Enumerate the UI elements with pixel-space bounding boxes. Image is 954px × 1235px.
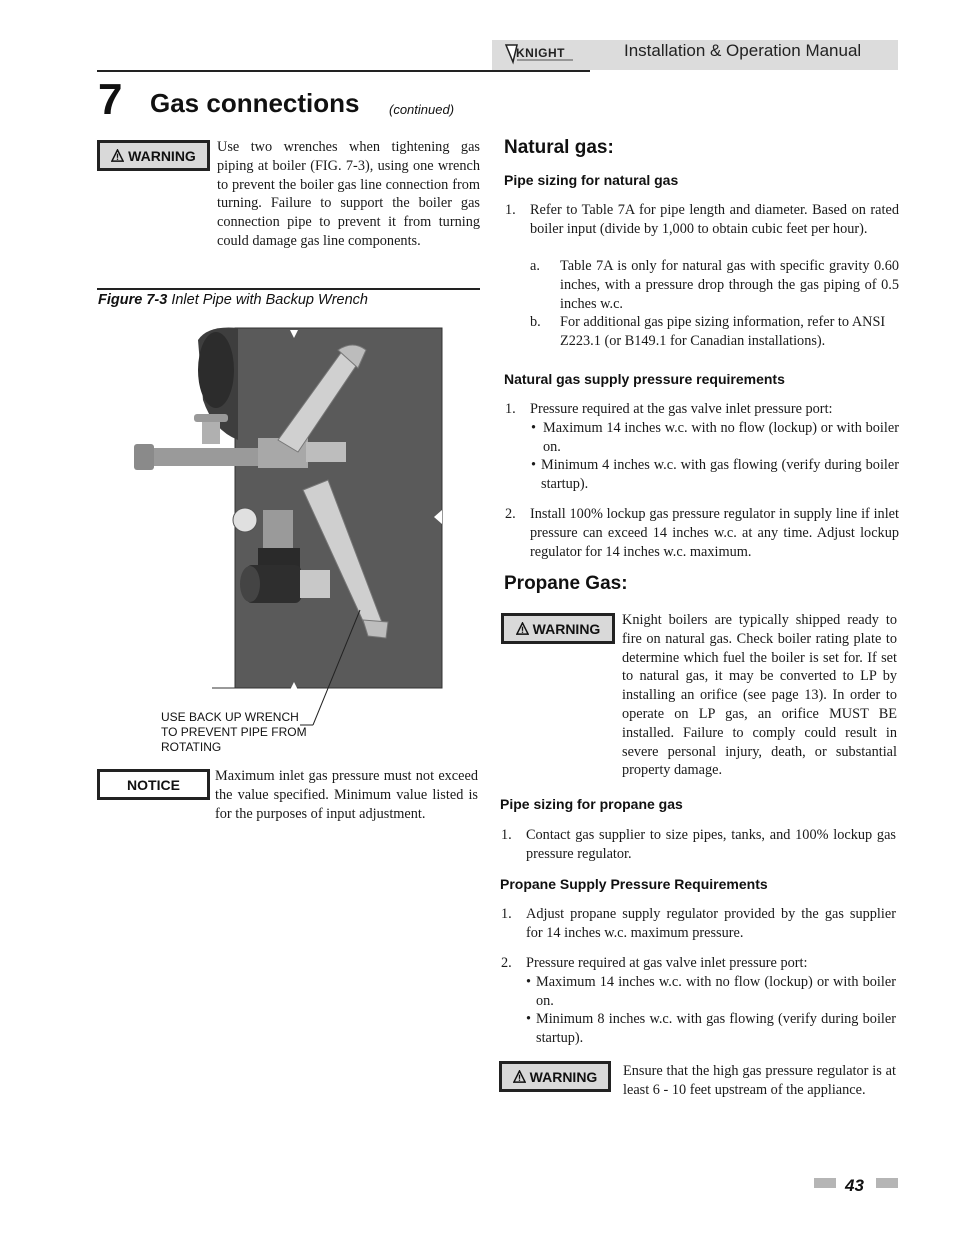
warning-triangle-icon (111, 149, 124, 162)
natural-gas-heading: Natural gas: (504, 137, 614, 158)
list-item: Pressure required at the gas valve inlet pressure port: (530, 401, 833, 417)
svg-text:KNIGHT: KNIGHT (516, 46, 565, 60)
warning-text: Ensure that the high gas pressure regulator is at least 6 - 10 feet upstream of the appliance. (623, 1063, 896, 1098)
warning-label: WARNING (532, 620, 601, 637)
warning-triangle-icon (516, 622, 529, 635)
bullet-mark: • (526, 974, 532, 990)
chapter-continued: (continued) (389, 102, 455, 117)
bullet-item: Minimum 4 inches w.c. with gas flowing (verify during boiler startup). (541, 457, 899, 492)
natural-supply-heading: Natural gas supply pressure requirements (504, 371, 785, 387)
figure-callout (161, 710, 307, 755)
propane-pipe-sizing-heading: Pipe sizing for propane gas (500, 796, 683, 812)
list-number: 2. (501, 955, 512, 971)
list-number: 2. (505, 506, 516, 522)
header-rule (97, 70, 590, 72)
callout-line-2: TO PREVENT PIPE FROM (161, 725, 307, 739)
warning-label: WARNING (529, 1068, 598, 1085)
bullet-item: Maximum 14 inches w.c. with no flow (lockup) or with boiler on. (536, 974, 896, 1009)
knight-logo (503, 42, 579, 66)
manual-title: Installation & Operation Manual (624, 41, 862, 60)
warning-badge (97, 140, 210, 171)
warning-label: WARNING (128, 147, 196, 164)
notice-label: NOTICE (127, 776, 180, 793)
figure-caption-text: Inlet Pipe with Backup Wrench (171, 292, 368, 308)
page-bar-left (814, 1178, 836, 1188)
list-item: Refer to Table 7A for pipe length and diameter. Based on rated boiler input (divide by 1,000 to obtain cubic feet per hour). (530, 202, 899, 237)
page-number: 43 (845, 1176, 864, 1195)
figure-label: Figure 7-3 (98, 292, 168, 308)
propane-supply-heading: Propane Supply Pressure Requirements (500, 876, 768, 892)
sublist-item: For additional gas pipe sizing information, refer to ANSI Z223.1 (or B149.1 for Canadian installations). (560, 314, 886, 349)
list-number: 1. (501, 827, 512, 843)
list-number: 1. (501, 906, 512, 922)
notice-text: Maximum inlet gas pressure must not exceed the value specified. Minimum value listed is for the purposes of input adjustment. (215, 768, 478, 822)
sublist-item: Table 7A is only for natural gas with specific gravity 0.60 inches, with a pressure drop through the gas piping of 0.5 inches w.c. (560, 258, 899, 312)
figure-caption (98, 292, 368, 308)
callout-line-3: ROTATING (161, 740, 222, 754)
page-bar-right (876, 1178, 898, 1188)
callout-line-1: USE BACK UP WRENCH (161, 710, 299, 724)
list-item: Adjust propane supply regulator provided by the gas supplier for 14 inches w.c. maximum pressure. (526, 906, 896, 941)
list-number: 1. (505, 202, 516, 218)
propane-heading: Propane Gas: (504, 573, 628, 594)
list-item: Pressure required at gas valve inlet pressure port: (526, 955, 808, 971)
bullet-mark: • (526, 1011, 532, 1027)
warning-badge (499, 1061, 611, 1092)
chapter-number: 7 (98, 75, 123, 124)
warning-text: Knight boilers are typically shipped ready to fire on natural gas. Check boiler rating plate to determine which fuel the boiler is set for. If set to natural gas, it may be converted to LP by installing an orifice (see page 13). In order to operate on LP gas, an orifice MUST BE installed. Failure to comply could result in severe personal injury, death, or substantial property damage. (622, 612, 897, 779)
chapter-title: Gas connections (150, 88, 360, 118)
sublist-label: a. (530, 258, 540, 274)
warning-badge (501, 613, 615, 644)
figure-image (128, 320, 448, 750)
list-item: Contact gas supplier to size pipes, tanks, and 100% lockup gas pressure regulator. (526, 827, 896, 862)
list-number: 1. (505, 401, 516, 417)
figure-rule (97, 288, 480, 290)
bullet-mark: • (531, 457, 537, 473)
natural-pipe-sizing-heading: Pipe sizing for natural gas (504, 172, 679, 188)
warning-triangle-icon (513, 1070, 526, 1083)
bullet-item: Minimum 8 inches w.c. with gas flowing (verify during boiler startup). (536, 1011, 896, 1046)
notice-badge (97, 769, 210, 800)
sublist-label: b. (530, 314, 541, 330)
warning-text: Use two wrenches when tightening gas piping at boiler (FIG. 7-3), using one wrench to prevent the boiler gas line connection from turning. Failure to support the boiler gas connection pipe to prevent it from turning could damage gas line components. (217, 139, 480, 249)
bullet-mark: • (531, 420, 537, 436)
bullet-item: Maximum 14 inches w.c. with no flow (lockup) or with boiler on. (543, 420, 899, 455)
list-item: Install 100% lockup gas pressure regulator in supply line if inlet pressure can exceed 14 inches w.c. at any time. Adjust lockup regulator for 14 inches w.c. maximum. (530, 506, 899, 560)
